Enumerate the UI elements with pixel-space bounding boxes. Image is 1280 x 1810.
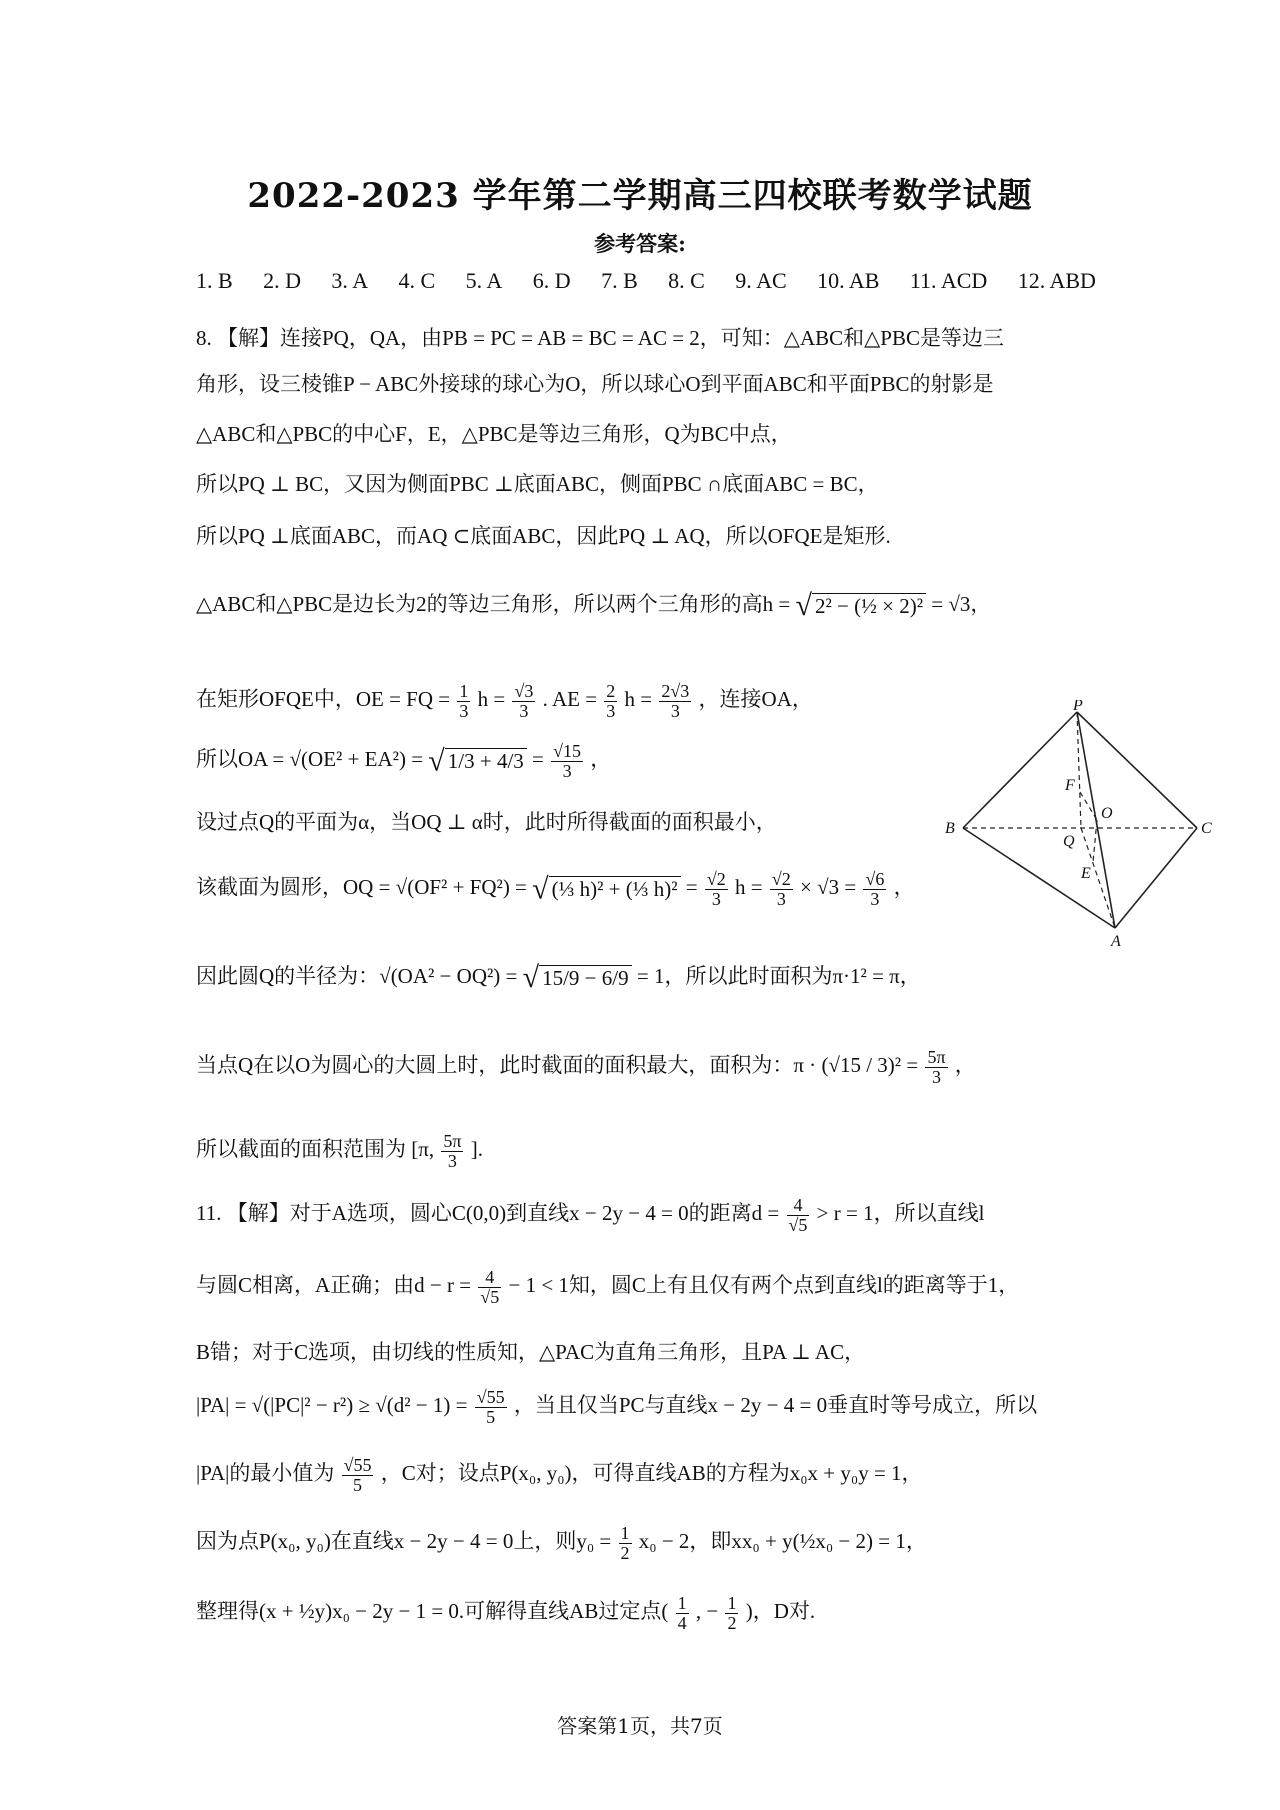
p11-line-1-text: 11. 【解】对于A选项，圆心C(0,0)到直线x − 2y − 4 = 0的距离d = xyxy=(196,1201,780,1226)
edge-ca xyxy=(1115,828,1197,928)
p11-line-7-text: 整理得(x + ½y)x₀ − 2y − 1 = 0.可解得直线AB过定点( xyxy=(196,1599,669,1624)
interval-close: ]. xyxy=(470,1137,483,1162)
p8-line-10-text: ， xyxy=(893,875,915,900)
p8-line-6-text: △ABC和△PBC是边长为2的等边三角形，所以两个三角形的高h = xyxy=(196,592,791,616)
p11-line-7 xyxy=(196,1594,815,1633)
p8-line-2: 角形，设三棱锥P − ABC外接球的球心为O，所以球心O到平面ABC和平面PBC的射影是 xyxy=(196,372,994,396)
p8-line-7 xyxy=(196,682,813,721)
fraction xyxy=(441,1132,463,1171)
p8-line-12 xyxy=(196,1048,976,1087)
p8-line-5: 所以PQ ⊥底面ABC，而AQ ⊂底面ABC，因此PQ ⊥ AQ，所以OFQE是矩形. xyxy=(196,524,891,548)
p8-height-radicand: 2² − (½ × 2)² xyxy=(812,593,926,619)
fraction xyxy=(604,682,617,721)
denominator: √5 xyxy=(480,1286,500,1307)
radical-sign: √ xyxy=(428,744,445,778)
label-f: F xyxy=(1065,777,1075,794)
p8-line-7-text: ，连接OA， xyxy=(698,687,813,712)
denominator: 3 xyxy=(459,700,469,721)
radicand: 15/9 − 6/9 xyxy=(539,965,632,991)
p8-line-7-text: h = xyxy=(624,687,653,712)
numerator: √55 xyxy=(343,1455,372,1475)
denominator: 3 xyxy=(562,760,572,781)
fraction xyxy=(676,1594,689,1633)
answer-item: 12. ABD xyxy=(1017,268,1096,293)
numerator: 1 xyxy=(727,1593,737,1613)
p8-line-12-text: ， xyxy=(954,1053,976,1078)
tetrahedron-figure xyxy=(935,700,1220,950)
p11-line-5 xyxy=(196,1456,923,1495)
fraction xyxy=(725,1594,738,1633)
label-o: O xyxy=(1101,805,1113,822)
denominator: 4 xyxy=(677,1612,687,1633)
p8-line-8-text: = xyxy=(532,747,544,772)
p8-line-6 xyxy=(196,588,991,623)
answer-item: 3. A xyxy=(331,268,369,293)
p8-line-10-text: = xyxy=(685,875,698,900)
numerator: 1 xyxy=(459,681,469,701)
numerator: 1 xyxy=(620,1523,630,1543)
denominator: 5 xyxy=(353,1474,363,1495)
p8-line-10-text: h = xyxy=(735,875,763,900)
label-b: B xyxy=(945,820,955,837)
p8-line-10-text: × √3 = xyxy=(800,875,857,900)
radical-sign: √ xyxy=(795,589,812,623)
p8-line-11-text: = 1，所以此时面积为π·1² = π， xyxy=(636,964,921,988)
p8-line-12-text: = xyxy=(906,1053,919,1078)
p8-line-9: 设过点Q的平面为α，当OQ ⊥ α时，此时所得截面的面积最小， xyxy=(196,810,777,834)
numerator: 2 xyxy=(606,681,616,701)
p11-line-6-text: 因为点P(x₀, y₀)在直线x − 2y − 4 = 0上，则y₀ = xyxy=(196,1529,612,1554)
denominator: 3 xyxy=(931,1066,941,1087)
fraction xyxy=(863,870,886,909)
p8-line-7-text: h = xyxy=(477,687,506,712)
numerator: √55 xyxy=(476,1387,505,1407)
p8-area-expression: (√15 / 3)² xyxy=(821,1053,902,1078)
fraction xyxy=(512,682,535,721)
interval-open: [π, xyxy=(411,1137,435,1162)
p11-line-1-text: > r = 1，所以直线l xyxy=(816,1201,985,1226)
denominator: 3 xyxy=(776,888,786,909)
p11-line-2-text: − 1 < 1知，圆C上有且仅有两个点到直线l的距离等于1， xyxy=(508,1273,1020,1298)
p11-line-4 xyxy=(196,1388,1037,1427)
numerator: 4 xyxy=(478,1268,501,1288)
fraction xyxy=(551,742,583,781)
numerator: 5π xyxy=(443,1131,462,1151)
label-c: C xyxy=(1201,820,1212,837)
fraction xyxy=(342,1456,374,1495)
fraction xyxy=(705,870,728,909)
answer-item: 10. AB xyxy=(817,268,880,293)
denominator: 2 xyxy=(620,1542,630,1563)
page-title: 2022-2023 学年第二学期高三四校联考数学试题 xyxy=(247,176,1033,216)
p8-line-1: 8. 【解】连接PQ，QA，由PB = PC = AB = BC = AC = 2，可知：△ABC和△PBC是等边三 xyxy=(196,326,1004,350)
p11-line-4-text: |PA| = √(|PC|² − r²) ≥ √(d² − 1) = xyxy=(196,1393,468,1418)
label-q: Q xyxy=(1063,833,1075,850)
fraction xyxy=(478,1268,501,1307)
p8-line-8-text: ， xyxy=(590,747,612,772)
fraction xyxy=(925,1048,947,1087)
answer-item: 5. A xyxy=(465,268,503,293)
numerator: √2 xyxy=(706,869,726,889)
p11-line-5-text: |PA|的最小值为 xyxy=(196,1461,335,1486)
denominator: 3 xyxy=(870,888,880,909)
numerator: √6 xyxy=(865,869,885,889)
fraction xyxy=(457,682,470,721)
numerator: 5π xyxy=(927,1047,946,1067)
numerator: √3 xyxy=(514,681,534,701)
p8-line-3: △ABC和△PBC的中心F，E，△PBC是等边三角形，Q为BC中点， xyxy=(196,422,792,446)
denominator: √5 xyxy=(788,1214,808,1235)
denominator: 3 xyxy=(670,700,680,721)
answer-item: 1. B xyxy=(196,268,233,293)
p11-line-6 xyxy=(196,1524,927,1563)
answer-item: 9. AC xyxy=(735,268,787,293)
p11-line-6-text: x₀ − 2，即xx₀ + y(½x₀ − 2) = 1， xyxy=(638,1529,927,1554)
label-e: E xyxy=(1081,865,1091,882)
radicand: 1/3 + 4/3 xyxy=(445,748,527,774)
denominator: 3 xyxy=(711,888,721,909)
p11-line-4-text: ，当且仅当PC与直线x − 2y − 4 = 0垂直时等号成立，所以 xyxy=(513,1393,1038,1418)
p11-line-2 xyxy=(196,1268,1019,1307)
p8-line-4: 所以PQ ⊥ BC，又因为侧面PBC ⊥底面ABC，侧面PBC ∩底面ABC = BC， xyxy=(196,472,879,496)
p8-line-6-result: = √3， xyxy=(931,592,992,616)
denominator: 2 xyxy=(727,1612,737,1633)
answer-item: 6. D xyxy=(532,268,571,293)
answer-item: 8. C xyxy=(668,268,705,293)
edge-ba xyxy=(963,828,1115,928)
p8-line-8 xyxy=(196,742,611,781)
p8-line-8-text: 所以OA = √(OE² + EA²) = xyxy=(196,747,424,772)
p11-line-7-text: , − xyxy=(695,1599,719,1624)
p8-line-11-text: 因此圆Q的半径为：√(OA² − OQ²) = xyxy=(196,964,518,988)
page-subtitle: 参考答案: xyxy=(594,231,686,256)
p11-line-7-text: )，D对. xyxy=(745,1599,816,1624)
p8-line-11 xyxy=(196,960,921,995)
p8-line-10-text: 该截面为圆形，OQ = √(OF² + FQ²) = xyxy=(196,875,527,900)
fraction xyxy=(475,1388,507,1427)
label-a: A xyxy=(1111,933,1121,950)
p8-line-7-text: 在矩形OFQE中，OE = FQ = xyxy=(196,687,451,712)
numerator: 4 xyxy=(787,1196,810,1216)
radical-sign: √ xyxy=(522,961,540,995)
denominator: 3 xyxy=(447,1150,457,1171)
p11-line-1 xyxy=(196,1196,984,1235)
answer-item: 7. B xyxy=(601,268,638,293)
numerator: √15 xyxy=(553,741,582,761)
p8-line-13-text: 所以截面的面积范围为 xyxy=(196,1137,406,1162)
segment-fo xyxy=(1080,792,1097,820)
fraction xyxy=(619,1524,632,1563)
fraction xyxy=(787,1196,810,1235)
p11-line-2-text: 与圆C相离，A正确；由d − r = xyxy=(196,1273,472,1298)
denominator: 3 xyxy=(519,700,529,721)
numerator: 2√3 xyxy=(661,681,690,701)
answer-key-row xyxy=(196,268,1096,294)
p8-line-13 xyxy=(196,1132,483,1171)
denominator: 3 xyxy=(606,700,616,721)
radicand: (⅓ h)² + (⅓ h)² xyxy=(549,876,681,902)
fraction xyxy=(659,682,691,721)
p11-line-3: B错；对于C选项，由切线的性质知，△PAC为直角三角形，且PA ⊥ AC， xyxy=(196,1340,866,1364)
page-footer: 答案第1页，共7页 xyxy=(557,1714,723,1738)
numerator: √2 xyxy=(771,869,791,889)
numerator: 1 xyxy=(677,1593,687,1613)
p8-line-10 xyxy=(196,870,915,909)
radical-sign: √ xyxy=(532,872,549,906)
answer-item: 4. C xyxy=(398,268,436,293)
fraction xyxy=(770,870,793,909)
label-p: P xyxy=(1073,700,1083,714)
edge-pb xyxy=(963,712,1077,828)
answer-item: 2. D xyxy=(263,268,301,293)
p8-line-12-text: 当点Q在以O为圆心的大圆上时，此时截面的面积最大，面积为：π · xyxy=(196,1053,817,1078)
denominator: 5 xyxy=(486,1406,496,1427)
answer-item: 11. ACD xyxy=(909,268,988,293)
p11-line-5-text: ，C对；设点P(x₀, y₀)，可得直线AB的方程为x₀x + y₀y = 1， xyxy=(380,1461,923,1486)
p8-line-7-text: . AE = xyxy=(542,687,598,712)
